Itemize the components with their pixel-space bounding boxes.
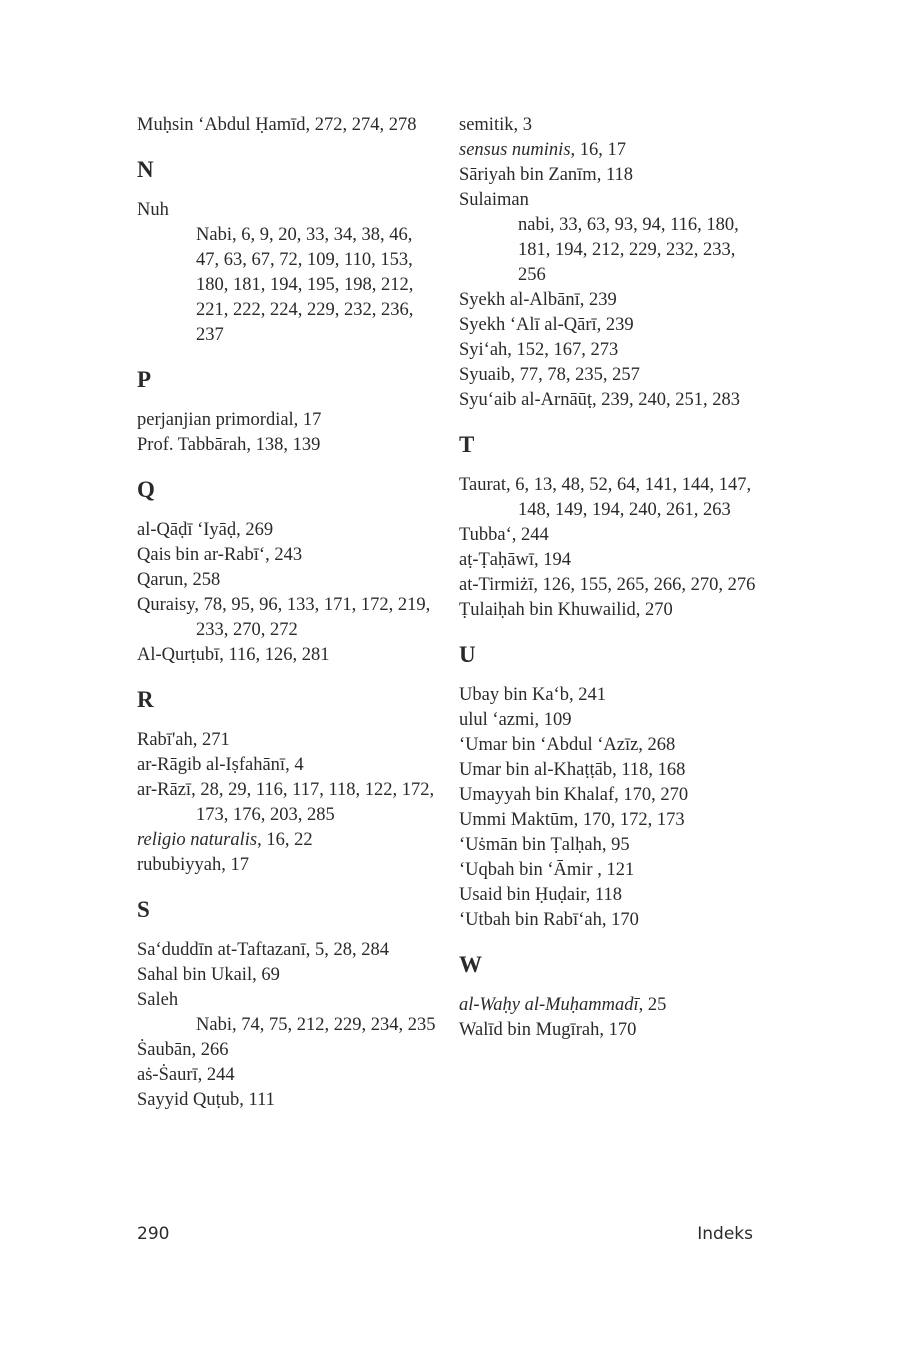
index-entry	[459, 993, 759, 1018]
index-entry: Ṭulaiḥah bin Khuwailid, 270	[459, 600, 673, 620]
index-entry: Sayyid Quṭub, 111	[137, 1090, 275, 1110]
index-entry: Qais bin ar-Rabī‘, 243	[137, 545, 303, 565]
index-entry: Tubba‘, 244	[459, 525, 549, 545]
index-entry: Usaid bin Ḥuḍair, 118	[459, 885, 622, 905]
index-entry: ar-Rāzī, 28, 29, 116, 117, 118, 122, 172, 173, 176, 203, 285	[137, 780, 435, 825]
section-letter-w: W	[459, 952, 482, 977]
index-entry: Walīd bin Mugīrah, 170	[459, 1020, 637, 1040]
index-entry: ‘Uqbah bin ‘Āmir , 121	[459, 860, 635, 880]
index-entry: aṭ-Ṭaḥāwī, 194	[459, 550, 571, 570]
section-letter-t: T	[459, 432, 475, 457]
index-subentry	[137, 1013, 437, 1038]
index-entry: ar-Rāgib al-Iṣfahānī, 4	[137, 755, 304, 775]
index-entry: semitik, 3	[459, 115, 532, 135]
index-subentry	[459, 213, 759, 288]
index-entry: rububiyyah, 17	[137, 855, 250, 875]
entry-pages: , 16, 22	[257, 830, 313, 850]
index-entry: Sāriyah bin Zanīm, 118	[459, 165, 634, 185]
index-entry: Sa‘duddīn at-Taftazanī, 5, 28, 284	[137, 940, 389, 960]
section-letter-r: R	[137, 687, 154, 712]
index-entry: Rabī'ah, 271	[137, 730, 230, 750]
index-entry: Prof. Tabbārah, 138, 139	[137, 435, 321, 455]
index-entry	[137, 828, 437, 853]
section-letter-q: Q	[137, 477, 155, 502]
index-entry	[459, 138, 759, 163]
index-entry: Nuh	[137, 200, 169, 220]
section-letter-p: P	[137, 367, 152, 392]
entry-pages: , 16, 17	[570, 140, 627, 160]
subentry-text: Nabi, 74, 75, 212, 229, 234, 235	[196, 1015, 436, 1035]
entry-term-italic: sensus numinis	[459, 140, 571, 160]
index-entry: Ummi Maktūm, 170, 172, 173	[459, 810, 685, 830]
index-entry: Sahal bin Ukail, 69	[137, 965, 280, 985]
index-entry: al-Qāḍī ‘Iyāḍ, 269	[137, 520, 274, 540]
index-entry: Ubay bin Ka‘b, 241	[459, 685, 606, 705]
index-entry: Muḥsin ‘Abdul Ḥamīd, 272, 274, 278	[137, 115, 417, 135]
index-entry: Taurat, 6, 13, 48, 52, 64, 141, 144, 147, 148, 149, 194, 240, 261, 263	[459, 475, 752, 520]
index-entry: Syekh ‘Alī al-Qārī, 239	[459, 315, 634, 335]
index-entry: Qarun, 258	[137, 570, 221, 590]
index-entry: ‘Umar bin ‘Abdul ‘Azīz, 268	[459, 735, 676, 755]
index-entry: Saleh	[137, 990, 179, 1010]
subentry-text: Nabi, 6, 9, 20, 33, 34, 38, 46, 47, 63, 67, 72, 109, 110, 153, 180, 181, 194, 195, 198, 212, 221, 222, 224, 229, 232, 236, 237	[196, 225, 414, 345]
index-entry: Quraisy, 78, 95, 96, 133, 171, 172, 219, 233, 270, 272	[137, 595, 431, 640]
subentry-text: nabi, 33, 63, 93, 94, 116, 180, 181, 194, 212, 229, 232, 233, 256	[518, 215, 739, 285]
index-entry: aṡ-Ṡaurī, 244	[137, 1065, 235, 1085]
index-entry: Syu‘aib al-Arnāūṭ, 239, 240, 251, 283	[459, 390, 741, 410]
section-letter-n: N	[137, 157, 154, 182]
entry-pages: , 25	[638, 995, 667, 1015]
index-entry: Sulaiman	[459, 190, 529, 210]
entry-term-italic: al-Waḥy al-Muḥammadī	[459, 995, 639, 1015]
index-entry: Syuaib, 77, 78, 235, 257	[459, 365, 640, 385]
index-entry: Syi‘ah, 152, 167, 273	[459, 340, 619, 360]
entry-term-italic: religio naturalis	[137, 830, 258, 850]
page-number: 290	[137, 1224, 170, 1244]
index-column-left	[137, 113, 437, 1113]
index-entry: Umar bin al-Khaṭṭāb, 118, 168	[459, 760, 686, 780]
index-entry: Ṡaubān, 266	[137, 1040, 229, 1060]
index-entry: perjanjian primordial, 17	[137, 410, 322, 430]
section-letter-u: U	[459, 642, 476, 667]
index-column-right	[459, 113, 759, 1043]
section-letter-s: S	[137, 897, 150, 922]
running-title: Indeks	[697, 1224, 753, 1244]
index-entry: ‘Uṡmān bin Ṭalḥah, 95	[459, 835, 630, 855]
index-subentry	[137, 223, 437, 348]
index-entry: Al-Qurṭubī, 116, 126, 281	[137, 645, 330, 665]
index-entry: ulul ‘azmi, 109	[459, 710, 572, 730]
index-entry: ‘Utbah bin Rabī‘ah, 170	[459, 910, 639, 930]
index-entry: Syekh al-Albānī, 239	[459, 290, 617, 310]
index-entry: at-Tirmiżī, 126, 155, 265, 266, 270, 276	[459, 575, 756, 595]
index-entry: Umayyah bin Khalaf, 170, 270	[459, 785, 689, 805]
